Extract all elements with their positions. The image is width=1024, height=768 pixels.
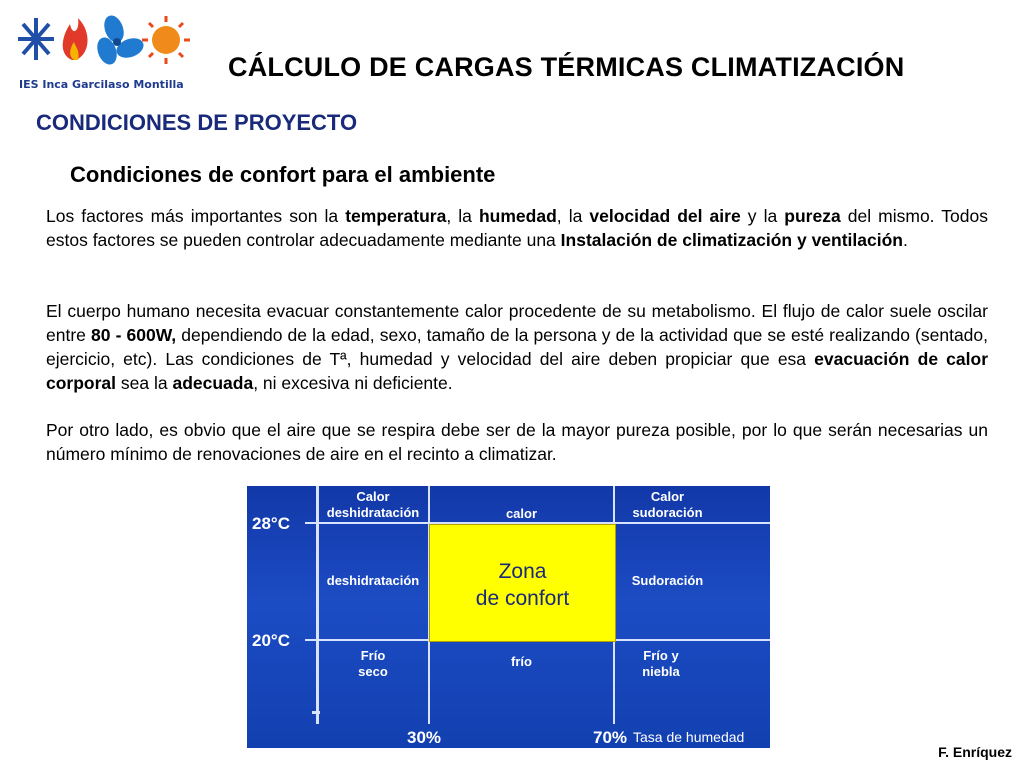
humidity-axis-label: Tasa de humedad — [633, 729, 745, 745]
subsection-title: Condiciones de confort para el ambiente — [70, 162, 496, 187]
humidity-70-label: 70% — [593, 728, 628, 747]
school-logo — [14, 14, 194, 91]
zone-cold-fog: Frío y niebla — [642, 648, 680, 679]
comfort-zone — [429, 524, 616, 642]
zone-heat: calor — [505, 506, 538, 521]
paragraph-metabolism: El cuerpo humano necesita evacuar constantemente calor procedente de su metabolismo. El flujo de calor suele oscilar entre 80 - 600W, dependiendo de la edad, sexo, tamaño de la persona y de la actividad que se esté realizando (sentado, ejercicio, etc). Las condiciones de Tª, humedad y velocidad del aire deben propiciar que esa evacuación de calor corporal sea la adecuada, ni excesiva ni deficiente. — [46, 301, 989, 393]
section-title: CONDICIONES DE PROYECTO — [36, 110, 358, 135]
humidity-30-label: 30% — [407, 728, 442, 747]
zone-dehydration: deshidratación — [326, 573, 420, 588]
fan-icon — [94, 14, 146, 66]
zone-cold: frío — [511, 654, 532, 669]
logo-text: IES Inca Garcilaso Montilla — [19, 78, 184, 91]
sun-icon — [142, 16, 190, 64]
page-title: CÁLCULO DE CARGAS TÉRMICAS CLIMATIZACIÓN — [228, 52, 905, 82]
snowflake-icon — [18, 18, 54, 60]
temp-20-label: 20°C — [252, 631, 290, 650]
zone-sweating: Sudoración — [631, 573, 704, 588]
zone-heat-sweating: Calor sudoración — [632, 489, 703, 520]
paragraph-air-purity: Por otro lado, es obvio que el aire que se respira debe ser de la mayor pureza posible, por lo que serán necesarias un número mínimo de renovaciones de aire en el recinto a climatizar. — [46, 420, 988, 464]
comfort-zone-label-1: Zona — [498, 560, 547, 583]
climate-icons — [14, 14, 194, 66]
author: F. Enríquez — [938, 744, 1012, 760]
comfort-zone-diagram — [247, 486, 770, 748]
flame-icon — [63, 18, 88, 60]
axis-tick — [312, 711, 320, 714]
zone-heat-dehydration: Calor deshidratación — [326, 489, 420, 520]
temp-28-label: 28°C — [252, 514, 290, 533]
comfort-zone-label-2: de confort — [475, 587, 570, 610]
zone-cold-dry: Frío seco — [358, 648, 388, 679]
paragraph-factors: Los factores más importantes son la temperatura, la humedad, la velocidad del aire y la pureza del mismo. Todos estos factores se pueden controlar adecuadamente mediante una Instalación de climatización y ventilación. — [46, 206, 988, 250]
